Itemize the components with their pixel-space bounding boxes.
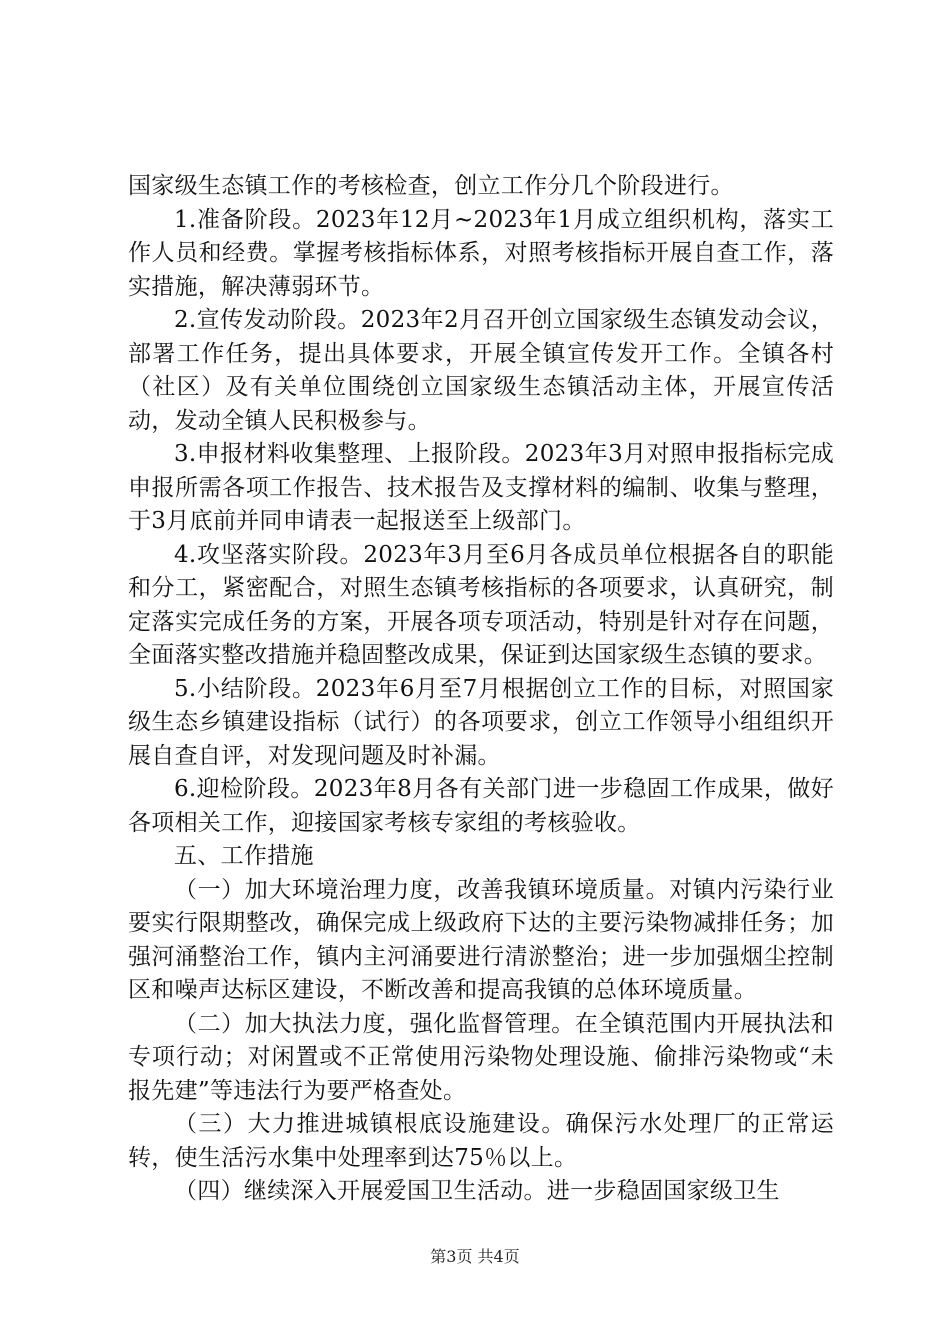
section-heading: 五、工作措施	[174, 843, 314, 869]
paragraph-5: 4.攻坚落实阶段。2023年3月至6月各成员单位根据各自的职能和分工，紧密配合，对照生态镇考核指标的各项要求，认真研究，制定落实完成任务的方案，开展各项专项活动，特别是针对存在问题，全面落实整改措施并稳固整改成果，保证到达国家级生态镇的要求。	[128, 541, 834, 668]
paragraph-3: 2.宣传发动阶段。2023年2月召开创立国家级生态镇发动会议，部署工作任务，提出具体要求，开展全镇宣传发开工作。全镇各村（社区）及有关单位围绕创立国家级生态镇活动主体，开展宣传活动，发动全镇人民积极参与。	[128, 307, 834, 434]
paragraph-2: 1.准备阶段。2023年12月~2023年1月成立组织机构，落实工作人员和经费。掌握考核指标体系，对照考核指标开展自查工作，落实措施，解决薄弱环节。	[128, 206, 834, 300]
document-body	[128, 170, 834, 1209]
paragraph-1: 国家级生态镇工作的考核检查，创立工作分几个阶段进行。	[128, 173, 734, 199]
paragraph-9: （一）加大环境治理力度，改善我镇环境质量。对镇内污染行业要实行限期整改，确保完成上级政府下达的主要污染物减排任务；加强河涌整治工作，镇内主河涌要进行清淤整治；进一步加强烟尘控制区和噪声达标区建设，不断改善和提高我镇的总体环境质量。	[128, 876, 834, 1003]
paragraph-11: （三）大力推进城镇根底设施建设。确保污水处理厂的正常运转，使生活污水集中处理率到达75％以上。	[128, 1111, 834, 1171]
paragraph-12: （四）继续深入开展爱国卫生活动。进一步稳固国家级卫生	[174, 1178, 780, 1204]
page-footer: 第3页 共4页	[430, 1247, 520, 1266]
paragraph-7: 6.迎检阶段。2023年8月各有关部门进一步稳固工作成果，做好各项相关工作，迎接国家考核专家组的考核验收。	[128, 776, 834, 836]
paragraph-10: （二）加大执法力度，强化监督管理。在全镇范围内开展执法和专项行动；对闲置或不正常使用污染物处理设施、偷排污染物或“未报先建”等违法行为要严格查处。	[128, 1010, 834, 1104]
paragraph-6: 5.小结阶段。2023年6月至7月根据创立工作的目标，对照国家级生态乡镇建设指标（试行）的各项要求，创立工作领导小组组织开展自查自评，对发现问题及时补漏。	[128, 675, 834, 769]
paragraph-4: 3.申报材料收集整理、上报阶段。2023年3月对照申报指标完成申报所需各项工作报告、技术报告及支撑材料的编制、收集与整理，于3月底前并同申请表一起报送至上级部门。	[128, 441, 834, 534]
